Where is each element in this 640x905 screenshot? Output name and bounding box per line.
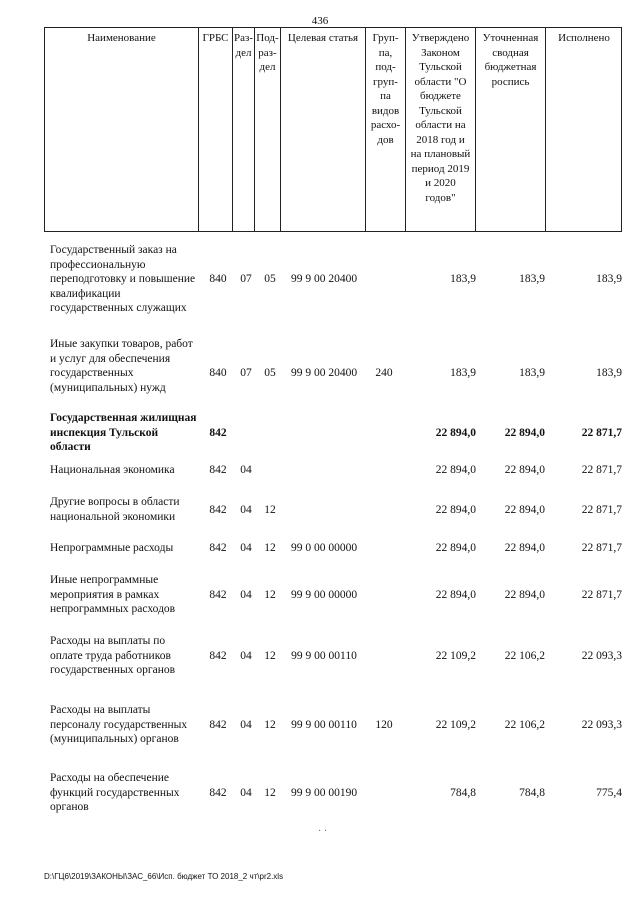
row-ispoln: 22 093,3 [581,650,622,662]
row-utoch: 22 894,0 [504,542,545,554]
header-name: Наименование [45,28,199,231]
header-grbs: ГРБС [199,28,233,231]
row-utv: 22 894,0 [435,427,476,439]
row-utv: 22 109,2 [435,650,476,662]
header-ispoln: Исполнено [558,32,610,44]
row-utv: 22 894,0 [435,542,476,554]
row-podrazdel: 05 [264,367,276,379]
row-name: Расходы на выплаты по оплате труда работников государственных органов [50,635,176,676]
row-name: Государственная жилищная инспекция Тульской области [50,412,197,453]
row-utv: 784,8 [450,787,476,799]
page-number: 436 [311,15,329,27]
row-podrazdel: 12 [264,787,276,799]
row-utv: 22 894,0 [435,589,476,601]
row-name: Национальная экономика [50,464,175,476]
row-utoch: 22 894,0 [504,589,545,601]
row-name: Расходы на выплаты персоналу государственных (муниципальных) органов [50,704,188,745]
row-utoch: 22 106,2 [504,719,545,731]
row-celevaya: 99 9 00 00000 [290,589,358,601]
row-utoch: 22 894,0 [504,464,545,476]
row-razdel: 04 [240,504,252,516]
row-ispoln: 22 871,7 [581,464,622,476]
row-grbs: 842 [209,719,227,731]
header-utv: Утверждено Законом Тульской области "О бюджете Тульской области на 2018 год и на плановый период 2019 и 2020 годов" [406,28,476,231]
row-ispoln: 183,9 [596,273,622,285]
row-ispoln: 22 871,7 [581,504,622,516]
row-razdel: 04 [240,464,252,476]
row-name: Государственный заказ на профессиональную переподготовку и повышение квалификации государственных служащих [50,244,196,314]
header-celevaya: Целевая статья [281,28,366,231]
header-gruppa: Груп- па, под- груп- па видов расхо- дов [366,28,406,231]
row-utv: 22 894,0 [435,464,476,476]
row-razdel: 04 [240,787,252,799]
row-celevaya: 99 9 00 00110 [291,719,357,731]
row-grbs: 842 [209,427,227,439]
row-razdel: 04 [240,650,252,662]
row-ispoln: 775,4 [596,787,622,799]
row-utoch: 22 106,2 [504,650,545,662]
row-utoch: 183,9 [519,273,545,285]
scan-speck: · · [318,826,328,837]
row-utoch: 22 894,0 [504,427,545,439]
row-razdel: 04 [240,542,252,554]
row-ispoln: 22 093,3 [581,719,622,731]
row-ispoln: 22 871,7 [581,542,622,554]
row-utv: 22 894,0 [435,504,476,516]
row-grbs: 840 [209,367,227,379]
row-ispoln: 183,9 [596,367,622,379]
row-celevaya: 99 9 00 20400 [290,367,358,379]
row-grbs: 842 [209,504,227,516]
row-celevaya: 99 9 00 00110 [291,650,357,662]
row-grbs: 842 [209,542,227,554]
row-utv: 183,9 [450,367,476,379]
row-name: Непрограммные расходы [50,542,174,554]
row-celevaya: 99 9 00 00190 [290,787,358,799]
row-podrazdel: 12 [264,650,276,662]
row-name: Расходы на обеспечение функций государственных органов [50,772,180,813]
row-utv: 22 109,2 [435,719,476,731]
row-grbs: 842 [209,464,227,476]
header-podrazdel: Под- раз- дел [255,28,281,231]
row-name: Иные закупки товаров, работ и услуг для обеспечения государственных (муниципальных) нужд [50,338,193,394]
row-celevaya: 99 9 00 20400 [290,273,358,285]
row-razdel: 04 [240,589,252,601]
row-grbs: 840 [209,273,227,285]
row-podrazdel: 12 [264,719,276,731]
row-gruppa: 120 [375,719,393,731]
file-path-footer: D:\ГЦ6\2019\ЗАКОНЫ\ЗАС_66\Исп. бюджет ТО 2018_2 чт\pr2.xls [44,872,284,881]
row-podrazdel: 12 [264,504,276,516]
table-header [44,27,622,232]
row-podrazdel: 12 [264,589,276,601]
row-name: Другие вопросы в области национальной экономики [50,496,180,523]
row-utoch: 22 894,0 [504,504,545,516]
row-razdel: 07 [240,367,252,379]
header-razdel: Раз- дел [233,28,255,231]
header-utoch: Уточненная сводная бюджетная роспись [476,28,546,231]
row-podrazdel: 05 [264,273,276,285]
row-razdel: 07 [240,273,252,285]
row-razdel: 04 [240,719,252,731]
row-utv: 183,9 [450,273,476,285]
row-grbs: 842 [209,787,227,799]
row-celevaya: 99 0 00 00000 [290,542,358,554]
row-ispoln: 22 871,7 [581,427,622,439]
row-utoch: 183,9 [519,367,545,379]
row-grbs: 842 [209,650,227,662]
row-podrazdel: 12 [264,542,276,554]
row-utoch: 784,8 [519,787,545,799]
row-ispoln: 22 871,7 [581,589,622,601]
row-grbs: 842 [209,589,227,601]
row-name: Иные непрограммные мероприятия в рамках непрограммных расходов [50,574,176,615]
row-gruppa: 240 [375,367,393,379]
